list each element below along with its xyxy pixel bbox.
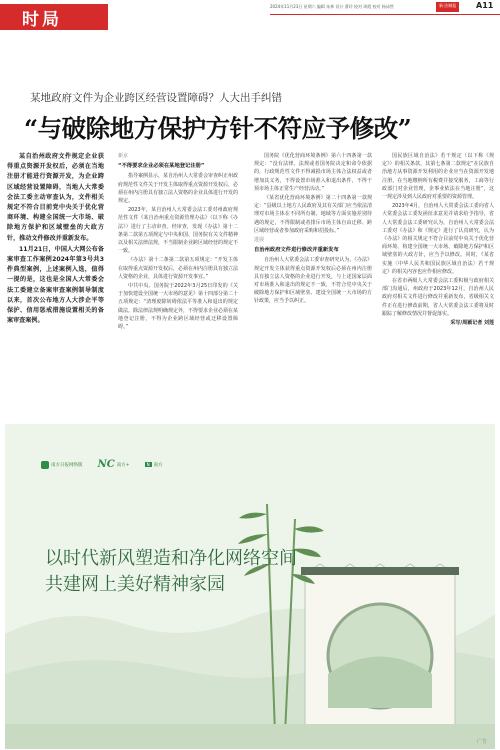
ad-slogan-line-1: 以时代新风塑造和净化网络空间: [45, 548, 297, 569]
subhead: “不得要求企业必须在某地登记注册”: [118, 163, 205, 170]
body-paragraph: 2023年4月，自治州人大常委会法工委向省人大常委会法工委发函征求意见并请求给予指导，省人大常委会法工委研究认为，自治州人大常委会法工委对《办法》和《规定》进行了认真研究，认为《办法》的相关规定不符合目前党中央关于优化营商环境、构建全国统一大市场、破除地方保护和区域壁垒的大政方针，应当予以修改。同时，《某省实施〈中华人民共和国民族区域自治法〉若干规定》的相关内容也应作相应修改。: [382, 203, 494, 275]
byline: 新京: [118, 153, 129, 159]
header-info: 2024年11月23日 星期六 编辑 朱林 设计 曹玲 校对 周霞 校对 杨沛然: [270, 4, 394, 9]
page-header: [0, 0, 500, 34]
body-paragraph: 2023年，某自治州人大常委会法工委对州政府规范性文件《某自治州重点资源管理办法》（以下称《办法》）进行了主动审查。经审查，发现《办法》第十二条第二款第五项规定与中央和国、国务院有关文件精神以及相关法律法规，不当限制企业跨区域经营的规定不一致。: [118, 207, 239, 255]
author-credit: 采写/周颖记者 刘莲: [450, 320, 494, 327]
section-marker: 进展: [254, 237, 265, 244]
article-column-2: [118, 152, 238, 332]
ad-label: 广告: [476, 739, 487, 745]
ad-logo-3-mark: N: [146, 462, 150, 467]
advertisement: [5, 424, 495, 749]
body-paragraph: 《某省优化营商环境条例》第二十四条第一款规定：“县级以上地方人民政府及其有关部门应当依法清理对市场主体在不同所有制、地域等方面实施差别待遇的规定，不得限制或者排斥市场主体自由迁移、跨区域经营或者参加政府采购和招投标。”: [254, 195, 372, 234]
ad-slogan-line-2: 共建网上美好精神家园: [45, 574, 225, 595]
subhead: 自治州政府文件进行修改并重新发布: [254, 247, 339, 254]
header-badge: 新·法制报: [436, 2, 459, 12]
brand-mark-icon: [41, 461, 49, 469]
section-label: 时局: [22, 10, 62, 30]
summary-paragraph: 11月21日，中国人大网公布备案审查工作案例2024年第3号共3件典型案例，上述案例入选，值得一提的是，这也是全国人大常委会法工委建立备案审查案例制导制度以来，首次公布地方人大涉企平等保护、信用惩戒措施设置相关的备案审查案例。: [7, 245, 104, 325]
section-tab: [0, 4, 108, 30]
article-headline: “与破除地方保护方针不符应予修改”: [24, 114, 412, 143]
body-paragraph: 国民族区域自治法》若干规定（以下称《规定》）的相关条款，其第七条第二款规定“在民族自治地方从事资源开发利用的企业应当在资源开发地注册，在当地缴纳所有税费并接受服务，工商等行政部门对企业管理，企事业依法在当地注册”，这一规定涉及到人民政府对重要的资源管理。: [382, 153, 494, 201]
ad-logo-2: [98, 459, 130, 470]
article-column-3: [254, 152, 372, 307]
body-paragraph: 指导案例显示，某自治州人大常委会审查纠正州政府规范性文件关于开发主体取得重点资源开发权后，必须在州内注册具有独立法人资格的企业具体进行开发的规定。: [118, 173, 239, 205]
header-rule: [270, 14, 500, 15]
body-paragraph: 中共中央、国务院于2022年3月25日印发的《关于加快建设全国统一大市场的意见》第十四部分第二十五项规定：“清理废除妨碍依法平等准入和退出的规定做法。除法律法规明确规定外，不得要求企业必须在某地登记注册，不得为企业跨区域经营或迁移设置障碍。”: [118, 283, 239, 331]
ad-logo-1-text: 南方日报网络版: [51, 462, 83, 468]
ad-logo-row: [41, 454, 173, 470]
ad-logo-2-text: 南方+: [116, 462, 130, 468]
ad-logo-2-mark: NC: [97, 459, 115, 470]
article-kicker: 某地政府文件为企业跨区经营设置障碍？人大出手纠错: [30, 92, 282, 104]
page-number: A11: [476, 1, 494, 10]
article-summary: [7, 152, 104, 327]
ad-logo-3-text: 南方: [153, 462, 163, 468]
body-paragraph: 国务院《优化营商环境条例》第六十四条第一款规定：“没有法律、法规或者国务院决定和命令依据的，行政规范性文件不得减损市场主体合法权益或者增加其义务，不得设置市场准入和退出条件，不得干预市场主体正常生产经营活动。”: [254, 153, 372, 192]
article-column-4: [382, 152, 494, 327]
body-paragraph: 在省市两级人大常委会法工委积极与政府相关部门沟通后，州政府于2023年12月，自治州人民政府对相关文件进行修改并重新发布，省级相关文件正在进行修改前期，省人大常委会法工委将及时跟踪了解修改情况并督促落实。: [382, 278, 494, 317]
ad-logo-3: [145, 462, 163, 468]
ad-logo-1: [41, 461, 83, 469]
body-paragraph: 自治州人大常委会法工委审查研究认为，《办法》规定开发主体获得重点资源开发权后必须在州内注册具有独立法人资格的企业进行开发，与上述国家层面对市场准入和退出的规定不一致，不符合党中央关于破除地方保护和区域壁垒、建设全国统一大市场的方针政策，应当予以纠正。: [254, 257, 372, 305]
summary-paragraph: 某自治州政府文件规定企业获得重点资源开发权后，必须在当地注册才能进行资源开发，为企业跨区域经营设置障碍，当地人大常委会法工委主动审查认为，文件相关规定不符合目前党中央关于优化营商环境、构建全国统一大市场、破除地方保护和区域壁垒的大政方针，推动文件修改并重新发布。: [7, 153, 104, 242]
body-paragraph: 《办法》第十二条第二款第五项规定：“开发主体在取得重点资源开发权后，必须在州内注册具有独立法人资格的企业，具体进行资源开发事宜。”: [118, 257, 239, 280]
